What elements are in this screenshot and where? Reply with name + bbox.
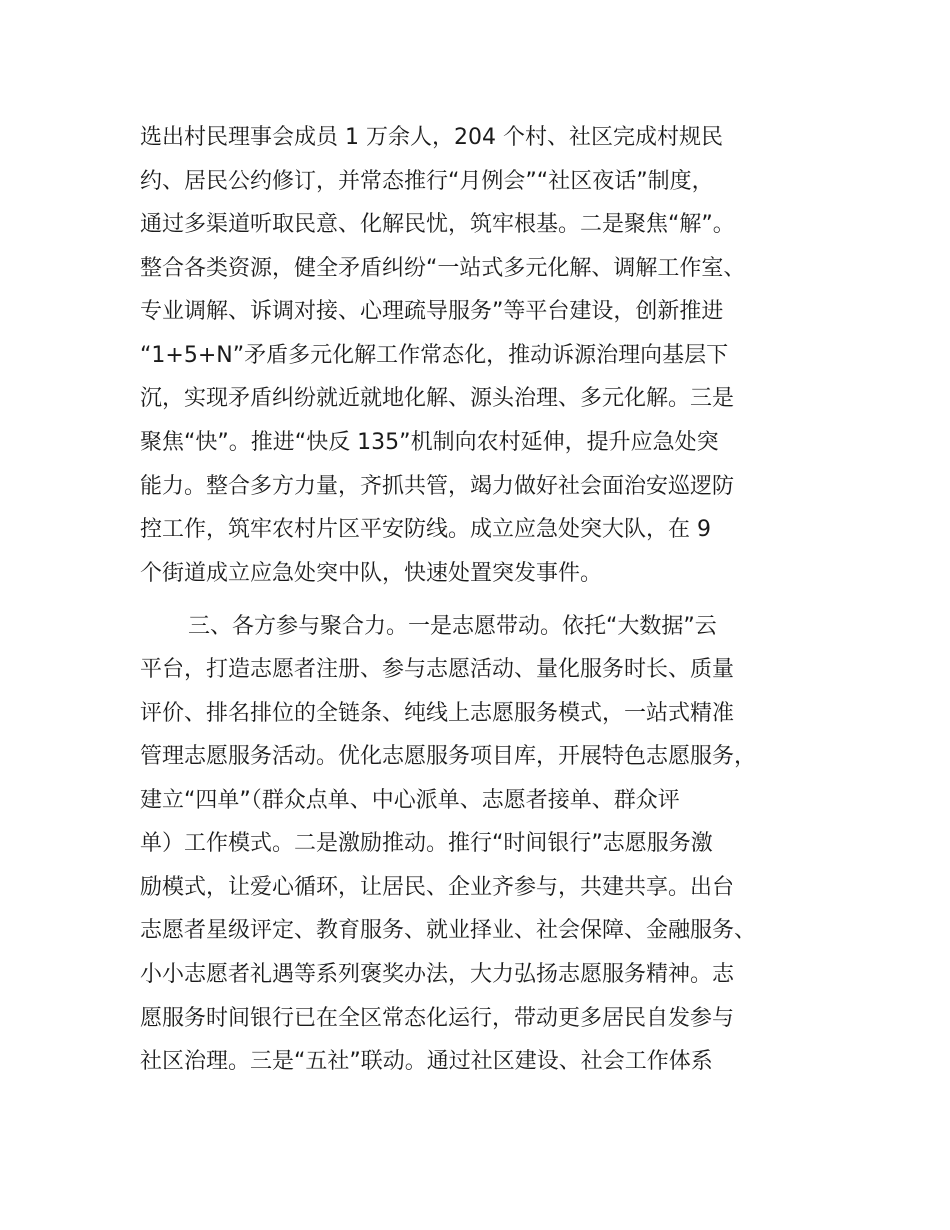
text-line: 三、各方参与聚合力。一是志愿带动。依托“大数据”云 (188, 614, 717, 639)
text-line: 社区治理。三是“五社”联动。通过社区建设、社会工作体系 (140, 1049, 713, 1074)
text-line: 管理志愿服务活动。优化志愿服务项目库，开展特色志愿服务， (140, 744, 757, 769)
text-line: 励模式，让爱心循环，让居民、企业齐参与，共建共享。出台 (140, 875, 735, 900)
text-line: 控工作，筑牢农村片区平安防线。成立应急处突大队，在 9 (140, 517, 711, 542)
text-line: 通过多渠道听取民意、化解民忧，筑牢根基。二是聚焦“解”。 (140, 212, 735, 237)
text-line: 小小志愿者礼遇等系列褒奖办法，大力弘扬志愿服务精神。志 (140, 962, 735, 987)
text-line: 专业调解、诉调对接、心理疏导服务”等平台建设，创新推进 (140, 299, 724, 324)
text-line: 单）工作模式。二是激励推动。推行“时间银行”志愿服务激 (140, 831, 713, 856)
text-line: 愿服务时间银行已在全区常态化运行，带动更多居民自发参与 (140, 1006, 735, 1031)
text-line: 志愿者星级评定、教育服务、就业择业、社会保障、金融服务、 (140, 918, 757, 943)
text-line: 建立“四单”（群众点单、中心派单、志愿者接单、群众评 (140, 788, 680, 813)
text-line: 评价、排名排位的全链条、纯线上志愿服务模式，一站式精准 (140, 701, 735, 726)
text-line: 选出村民理事会成员 1 万余人，204 个村、社区完成村规民 (140, 125, 723, 150)
text-line: 整合各类资源，健全矛盾纠纷“一站式多元化解、调解工作室、 (140, 256, 746, 281)
text-line: 能力。整合多方力量，齐抓共管，竭力做好社会面治安巡逻防 (140, 474, 735, 499)
text-line: 个街道成立应急处突中队，快速处置突发事件。 (140, 561, 603, 586)
text-line: “1+5+N”矛盾多元化解工作常态化，推动诉源治理向基层下 (140, 343, 729, 368)
text-line: 沉，实现矛盾纠纷就近就地化解、源头治理、多元化解。三是 (140, 386, 735, 411)
text-line: 平台，打造志愿者注册、参与志愿活动、量化服务时长、质量 (140, 657, 735, 682)
text-line: 聚焦“快”。推进“快反 135”机制向农村延伸，提升应急处突 (140, 430, 719, 455)
text-line: 约、居民公约修订，并常态推行“月例会”“社区夜话”制度， (140, 169, 714, 194)
